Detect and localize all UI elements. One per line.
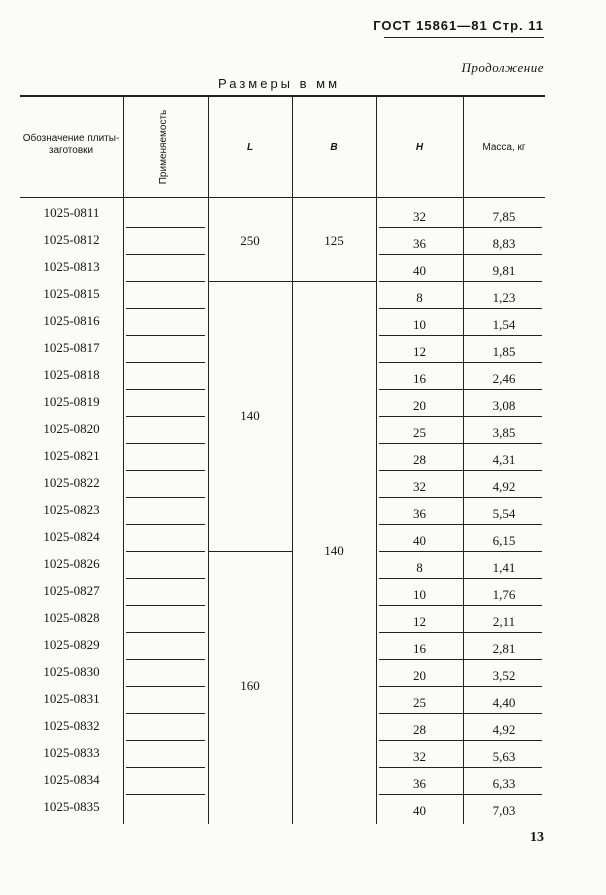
mass-cell: 6,33 bbox=[492, 776, 516, 791]
mass-cell: 7,03 bbox=[492, 803, 516, 818]
col-header-B: B bbox=[330, 142, 338, 153]
row-rule-H bbox=[379, 416, 463, 417]
L-value: 140 bbox=[240, 408, 260, 423]
mass-cell: 7,85 bbox=[492, 209, 516, 224]
designation-cell: 1025-0821 bbox=[43, 448, 100, 463]
col-header-applicability: Применяемость bbox=[158, 109, 169, 185]
row-rule-mass bbox=[463, 632, 542, 633]
row-rule-mass bbox=[463, 740, 542, 741]
B-value: 140 bbox=[324, 543, 344, 558]
row-rule-H bbox=[379, 335, 463, 336]
page-number: 13 bbox=[530, 830, 544, 845]
designation-cell: 1025-0833 bbox=[43, 745, 100, 760]
designation-cell: 1025-0823 bbox=[43, 502, 100, 517]
row-rule-mass bbox=[463, 767, 542, 768]
row-rule-H bbox=[379, 389, 463, 390]
row-rule-mass bbox=[463, 227, 542, 228]
row-rule-H bbox=[379, 632, 463, 633]
row-rule-applicability bbox=[126, 524, 205, 525]
designation-cell: 1025-0835 bbox=[43, 799, 100, 814]
row-rule-mass bbox=[463, 713, 542, 714]
row-rule-H bbox=[379, 686, 463, 687]
row-rule-applicability bbox=[126, 389, 205, 390]
designation-cell: 1025-0816 bbox=[43, 313, 100, 328]
row-rule-H bbox=[379, 524, 463, 525]
col-header-mass: Масса, кг bbox=[482, 142, 526, 153]
designation-cell: 1025-0822 bbox=[43, 475, 100, 490]
H-cell: 36 bbox=[413, 506, 426, 521]
designation-cell: 1025-0812 bbox=[43, 232, 100, 247]
row-rule-mass bbox=[463, 416, 542, 417]
continuation-label: Продолжение bbox=[461, 60, 544, 75]
H-cell: 20 bbox=[413, 398, 426, 413]
mass-cell: 6,15 bbox=[492, 533, 516, 548]
mass-cell: 5,54 bbox=[492, 506, 516, 521]
row-rule-applicability bbox=[126, 713, 205, 714]
row-rule-applicability bbox=[126, 254, 205, 255]
row-rule-applicability bbox=[126, 686, 205, 687]
designation-cell: 1025-0811 bbox=[43, 205, 100, 220]
row-rule-mass bbox=[463, 686, 542, 687]
H-cell: 36 bbox=[413, 776, 426, 791]
designation-cell: 1025-0824 bbox=[43, 529, 100, 544]
H-cell: 16 bbox=[413, 371, 426, 386]
row-rule-mass bbox=[463, 497, 542, 498]
designation-cell: 1025-0813 bbox=[43, 259, 100, 274]
designation-cell: 1025-0834 bbox=[43, 772, 100, 787]
row-rule-H bbox=[379, 497, 463, 498]
designation-cell: 1025-0819 bbox=[43, 394, 100, 409]
row-rule-applicability bbox=[126, 362, 205, 363]
designation-cell: 1025-0817 bbox=[43, 340, 100, 355]
row-rule-mass bbox=[463, 254, 542, 255]
H-cell: 28 bbox=[413, 452, 426, 467]
H-cell: 28 bbox=[413, 722, 426, 737]
row-rule-mass bbox=[463, 362, 542, 363]
column-rule bbox=[123, 95, 124, 824]
row-rule-mass bbox=[463, 551, 542, 552]
H-cell: 10 bbox=[413, 317, 426, 332]
row-rule-H bbox=[379, 227, 463, 228]
row-rule-mass bbox=[463, 389, 542, 390]
header-bottom-rule bbox=[20, 197, 545, 198]
designation-cell: 1025-0830 bbox=[43, 664, 100, 679]
column-rule bbox=[208, 95, 209, 824]
row-rule-mass bbox=[463, 659, 542, 660]
row-rule-applicability bbox=[126, 443, 205, 444]
row-rule-applicability bbox=[126, 767, 205, 768]
mass-cell: 1,85 bbox=[492, 344, 516, 359]
col-header-designation: Обозначение плиты-заготовки bbox=[22, 133, 120, 156]
row-rule-applicability bbox=[126, 578, 205, 579]
standard-header: ГОСТ 15861—81 Стр. 11 bbox=[373, 18, 544, 33]
designation-cell: 1025-0831 bbox=[43, 691, 100, 706]
row-rule-applicability bbox=[126, 281, 205, 282]
row-rule-H bbox=[379, 767, 463, 768]
H-cell: 12 bbox=[413, 344, 426, 359]
col-header-L: L bbox=[246, 142, 254, 153]
row-rule-H bbox=[379, 254, 463, 255]
row-rule-applicability bbox=[126, 605, 205, 606]
row-rule-H bbox=[379, 308, 463, 309]
H-cell: 32 bbox=[413, 209, 426, 224]
mass-cell: 1,54 bbox=[492, 317, 516, 332]
row-rule-applicability bbox=[126, 308, 205, 309]
row-rule-mass bbox=[463, 578, 542, 579]
mass-cell: 3,52 bbox=[492, 668, 516, 683]
row-rule-H bbox=[379, 443, 463, 444]
row-rule-mass bbox=[463, 605, 542, 606]
L-value: 250 bbox=[240, 232, 260, 248]
row-rule-mass bbox=[463, 308, 542, 309]
row-rule-applicability bbox=[126, 632, 205, 633]
mass-cell: 3,85 bbox=[492, 425, 516, 440]
L-value: 160 bbox=[240, 678, 260, 693]
mass-cell: 5,63 bbox=[492, 749, 516, 764]
row-rule-H bbox=[379, 281, 463, 282]
designation-cell: 1025-0827 bbox=[43, 583, 100, 598]
H-cell: 25 bbox=[413, 695, 426, 710]
designation-cell: 1025-0818 bbox=[43, 367, 100, 382]
row-rule-H bbox=[379, 659, 463, 660]
row-rule-applicability bbox=[126, 335, 205, 336]
H-cell: 10 bbox=[413, 587, 426, 602]
H-cell: 32 bbox=[413, 479, 426, 494]
mass-cell: 4,92 bbox=[492, 479, 516, 494]
row-rule-mass bbox=[463, 524, 542, 525]
mass-cell: 4,31 bbox=[492, 452, 516, 467]
row-rule-mass bbox=[463, 335, 542, 336]
row-rule-applicability bbox=[126, 659, 205, 660]
row-rule-H bbox=[379, 551, 463, 552]
mass-cell: 4,40 bbox=[492, 695, 516, 710]
row-rule-mass bbox=[463, 443, 542, 444]
H-cell: 8 bbox=[416, 560, 423, 575]
L-group-rule bbox=[208, 281, 292, 282]
row-rule-mass bbox=[463, 281, 542, 282]
mass-cell: 1,41 bbox=[492, 560, 516, 575]
mass-cell: 1,76 bbox=[492, 587, 516, 602]
mass-cell: 2,11 bbox=[492, 614, 516, 629]
mass-cell: 3,08 bbox=[492, 398, 516, 413]
mass-cell: 1,23 bbox=[492, 290, 516, 305]
row-rule-applicability bbox=[126, 551, 205, 552]
row-rule-applicability bbox=[126, 416, 205, 417]
designation-cell: 1025-0815 bbox=[43, 286, 100, 301]
mass-cell: 4,92 bbox=[492, 722, 516, 737]
row-rule-H bbox=[379, 713, 463, 714]
row-rule-applicability bbox=[126, 497, 205, 498]
H-cell: 40 bbox=[413, 533, 426, 548]
H-cell: 20 bbox=[413, 668, 426, 683]
mass-cell: 9,81 bbox=[492, 263, 516, 278]
row-rule-H bbox=[379, 578, 463, 579]
H-cell: 12 bbox=[413, 614, 426, 629]
designation-cell: 1025-0829 bbox=[43, 637, 100, 652]
row-rule-applicability bbox=[126, 470, 205, 471]
row-rule-mass bbox=[463, 470, 542, 471]
table-top-rule bbox=[20, 95, 545, 97]
designation-cell: 1025-0820 bbox=[43, 421, 100, 436]
row-rule-H bbox=[379, 794, 463, 795]
H-cell: 8 bbox=[416, 290, 423, 305]
col-header-H: H bbox=[415, 142, 424, 153]
designation-cell: 1025-0832 bbox=[43, 718, 100, 733]
H-cell: 36 bbox=[413, 236, 426, 251]
row-rule-H bbox=[379, 740, 463, 741]
row-rule-applicability bbox=[126, 227, 205, 228]
H-cell: 40 bbox=[413, 803, 426, 818]
row-rule-H bbox=[379, 362, 463, 363]
row-rule-mass bbox=[463, 794, 542, 795]
row-rule-H bbox=[379, 470, 463, 471]
row-rule-applicability bbox=[126, 740, 205, 741]
H-cell: 40 bbox=[413, 263, 426, 278]
row-rule-H bbox=[379, 605, 463, 606]
mass-cell: 2,81 bbox=[492, 641, 516, 656]
units-label: Размеры в мм bbox=[218, 76, 341, 91]
H-cell: 25 bbox=[413, 425, 426, 440]
designation-cell: 1025-0828 bbox=[43, 610, 100, 625]
designation-cell: 1025-0826 bbox=[43, 556, 100, 571]
B-group-rule bbox=[292, 281, 376, 282]
column-rule bbox=[292, 95, 293, 824]
H-cell: 16 bbox=[413, 641, 426, 656]
H-cell: 32 bbox=[413, 749, 426, 764]
B-value: 125 bbox=[324, 232, 344, 248]
mass-cell: 2,46 bbox=[492, 371, 516, 386]
mass-cell: 8,83 bbox=[492, 236, 516, 251]
row-rule-applicability bbox=[126, 794, 205, 795]
L-group-rule bbox=[208, 551, 292, 552]
